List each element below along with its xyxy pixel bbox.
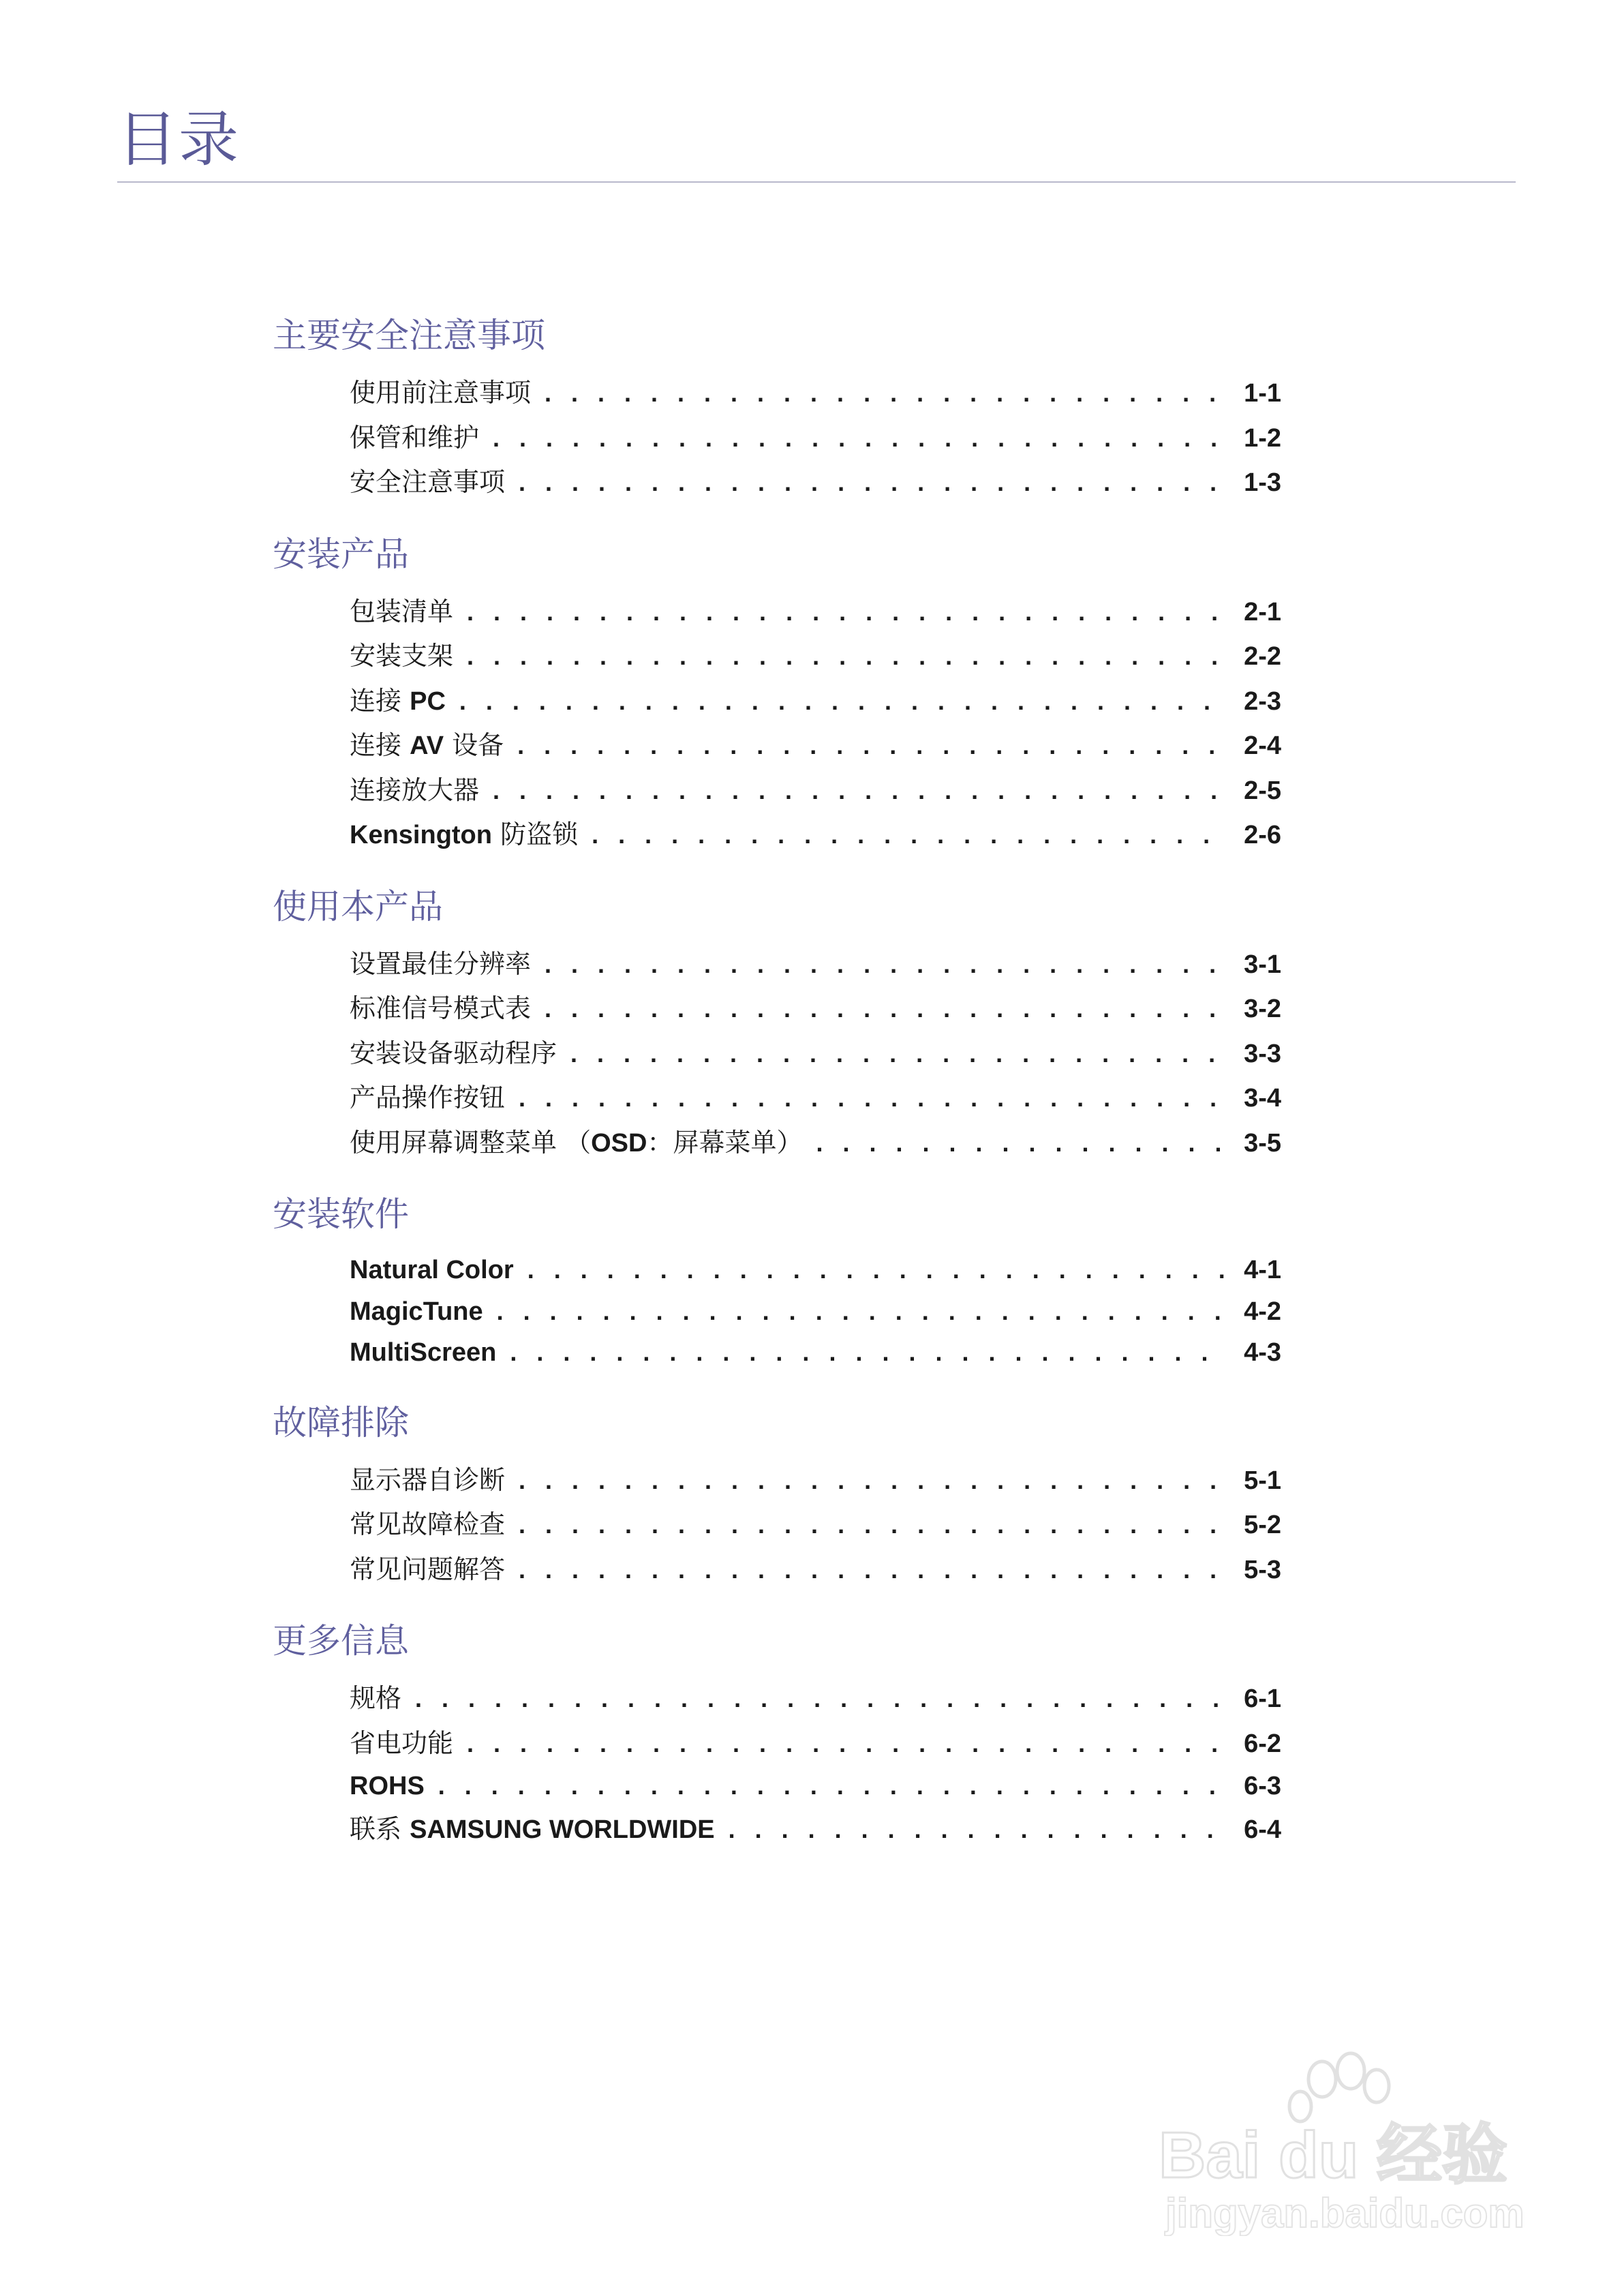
dot-leader — [545, 942, 1227, 987]
entry-label — [350, 679, 446, 725]
entry-label: MultiScreen — [350, 1338, 497, 1367]
entry-label: 安装设备驱动程序 — [350, 1038, 557, 1068]
dot-leader — [545, 371, 1227, 416]
entry-label — [350, 723, 504, 769]
page-number: 2-1 — [1244, 597, 1281, 626]
section-title: 安装软件 — [273, 1194, 409, 1234]
entry-label: 设置最佳分辨率 — [350, 948, 532, 979]
label-prefix: 联系 — [350, 1813, 410, 1844]
toc-entry[interactable] — [273, 1291, 1281, 1333]
page-number: 2-3 — [1244, 686, 1281, 716]
toc-entry[interactable] — [273, 942, 1281, 987]
entry-label: 包装清单 — [350, 596, 454, 626]
section-title: 主要安全注意事项 — [273, 316, 545, 355]
toc-entry[interactable] — [273, 416, 1281, 461]
entry-label: 显示器自诊断 — [350, 1464, 506, 1495]
entry-label: 规格 — [350, 1683, 402, 1713]
section-title: 使用本产品 — [273, 886, 443, 926]
dot-leader — [497, 1291, 1227, 1333]
page-number: 2-5 — [1244, 776, 1281, 805]
page-number: 3-5 — [1244, 1128, 1281, 1158]
toc-entry[interactable] — [273, 1721, 1281, 1766]
label-bold: OSD — [591, 1128, 647, 1158]
dot-leader — [592, 813, 1227, 858]
toc-entry[interactable] — [273, 1676, 1281, 1721]
page-number: 3-1 — [1244, 950, 1281, 979]
page-title: 目录 — [117, 104, 241, 175]
label-bold: AV — [410, 731, 444, 760]
toc-entry[interactable] — [273, 1332, 1281, 1374]
page-number: 6-2 — [1244, 1729, 1281, 1758]
page-number: 1-2 — [1244, 423, 1281, 453]
dot-leader — [519, 1502, 1227, 1547]
page-number: 2-6 — [1244, 821, 1281, 849]
dot-leader — [545, 986, 1227, 1031]
entry-label: Natural Color — [350, 1256, 514, 1284]
page-number: 6-1 — [1244, 1685, 1281, 1713]
toc-section-install-product — [273, 526, 1281, 858]
entry-label — [350, 813, 578, 858]
page-number: 2-2 — [1244, 642, 1281, 671]
dot-leader — [519, 1076, 1227, 1121]
page-number: 5-1 — [1244, 1466, 1281, 1495]
label-prefix: 使用屏幕调整菜单 （ — [350, 1127, 592, 1158]
section-title: 安装产品 — [273, 534, 409, 574]
toc-entry[interactable] — [273, 1031, 1281, 1076]
entry-label: 产品操作按钮 — [350, 1083, 506, 1113]
toc-entry[interactable] — [273, 1807, 1281, 1852]
toc-entry[interactable] — [273, 986, 1281, 1031]
entry-label: 使用前注意事项 — [350, 378, 532, 408]
entry-label: 省电功能 — [350, 1727, 454, 1758]
label-prefix: 连接 — [350, 685, 410, 716]
page-number: 6-3 — [1244, 1772, 1281, 1800]
page-number: 3-2 — [1244, 995, 1281, 1023]
page-number: 1-1 — [1244, 379, 1281, 408]
toc-entry[interactable] — [273, 768, 1281, 813]
toc-entry[interactable] — [273, 460, 1281, 505]
dot-leader — [517, 723, 1227, 768]
label-bold: PC — [410, 686, 446, 716]
toc-section-more-info — [273, 1612, 1281, 1852]
toc-entry[interactable] — [273, 371, 1281, 416]
dot-leader — [493, 416, 1227, 461]
watermark-brand: Bai du 经验 — [1159, 2119, 1508, 2192]
section-title: 更多信息 — [273, 1621, 409, 1661]
table-of-contents — [273, 307, 1281, 1872]
label-suffix: 设备 — [444, 730, 504, 760]
toc-entry[interactable] — [273, 1766, 1281, 1807]
page-number: 4-2 — [1244, 1297, 1281, 1326]
title-divider — [117, 181, 1516, 183]
page-number: 4-1 — [1244, 1256, 1281, 1284]
toc-entry[interactable] — [273, 1121, 1281, 1166]
dot-leader — [519, 1458, 1227, 1503]
page-number: 2-4 — [1244, 731, 1281, 760]
label-bold: SAMSUNG WORLDWIDE — [410, 1815, 715, 1844]
entry-label: ROHS — [350, 1772, 425, 1800]
entry-label: 连接放大器 — [350, 774, 480, 805]
entry-label: 安装支架 — [350, 641, 454, 671]
entry-label: 常见问题解答 — [350, 1554, 506, 1584]
page-number: 5-2 — [1244, 1511, 1281, 1539]
toc-section-safety — [273, 307, 1281, 505]
entry-label: 安全注意事项 — [350, 467, 506, 497]
entry-label — [350, 1807, 715, 1853]
dot-leader — [467, 590, 1227, 635]
baidu-watermark — [1152, 2038, 1547, 2256]
label-suffix: ：屏幕菜单） — [647, 1127, 803, 1158]
page-number: 4-3 — [1244, 1338, 1281, 1367]
page-number: 3-4 — [1244, 1084, 1281, 1113]
dot-leader — [570, 1031, 1227, 1076]
toc-section-use-product — [273, 878, 1281, 1166]
toc-entry[interactable] — [273, 679, 1281, 724]
dot-leader — [519, 460, 1227, 505]
watermark-url: jingyan.baidu.com — [1165, 2190, 1525, 2236]
section-title: 故障排除 — [273, 1402, 409, 1442]
dot-leader — [816, 1121, 1227, 1166]
entry-label: 标准信号模式表 — [350, 993, 532, 1023]
entry-label — [350, 1121, 802, 1166]
dot-leader — [729, 1807, 1227, 1852]
page-number: 5-3 — [1244, 1555, 1281, 1584]
dot-leader — [415, 1676, 1227, 1721]
page-number: 6-4 — [1244, 1815, 1281, 1844]
page-number: 3-3 — [1244, 1039, 1281, 1068]
toc-entry[interactable] — [273, 813, 1281, 858]
toc-entry[interactable] — [273, 590, 1281, 635]
toc-entry[interactable] — [273, 1547, 1281, 1592]
entry-label: MagicTune — [350, 1297, 483, 1326]
toc-entry[interactable] — [273, 634, 1281, 679]
entry-label: 常见故障检查 — [350, 1509, 506, 1539]
entry-label: 保管和维护 — [350, 422, 480, 453]
dot-leader — [467, 1721, 1227, 1766]
label-bold: Kensington — [350, 821, 492, 849]
label-suffix: 防盗锁 — [491, 819, 579, 849]
dot-leader — [527, 1250, 1227, 1291]
toc-entry[interactable] — [273, 1458, 1281, 1503]
toc-entry[interactable] — [273, 1076, 1281, 1121]
dot-leader — [510, 1332, 1227, 1374]
label-prefix: 连接 — [350, 730, 410, 760]
toc-entry[interactable] — [273, 1250, 1281, 1291]
page-number: 1-3 — [1244, 468, 1281, 497]
dot-leader — [493, 768, 1227, 813]
dot-leader — [467, 634, 1227, 679]
dot-leader — [438, 1766, 1227, 1807]
toc-section-install-software — [273, 1185, 1281, 1374]
toc-section-troubleshooting — [273, 1394, 1281, 1592]
toc-entry[interactable] — [273, 723, 1281, 768]
toc-entry[interactable] — [273, 1502, 1281, 1547]
dot-leader — [459, 679, 1227, 724]
dot-leader — [519, 1547, 1227, 1592]
